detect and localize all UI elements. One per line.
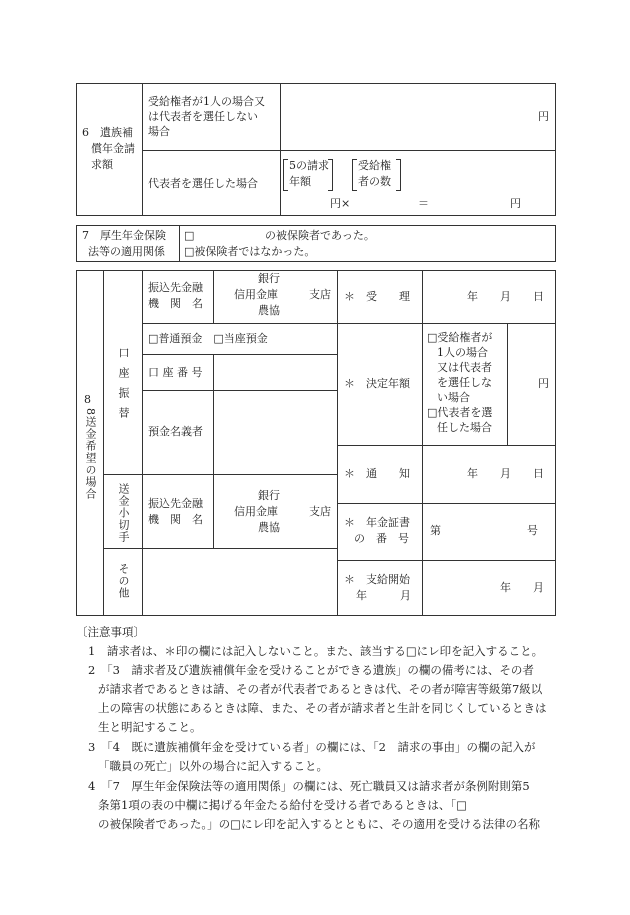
note-line: の被保険者であった。」の□にレ印を記入するとともに、その適用を受ける法律の名称 xyxy=(98,817,540,831)
note-line: 上の障害の状態にあるときは障、また、その者が請求者と生計を同じくしているときは xyxy=(98,701,547,715)
decision-option-3: 又は代表者 xyxy=(437,361,492,374)
bank2-label-1: 振込先金融 xyxy=(148,497,203,510)
branch-label: 支店 xyxy=(309,288,331,301)
sec7-option1-text: の被保険者であった。 xyxy=(265,229,375,242)
sec6-row1-label-1: 受給権者が1人の場合又 xyxy=(148,95,265,108)
cert-number-prefix: 第 xyxy=(430,524,441,537)
bank2-type-3: 農協 xyxy=(258,521,280,534)
sec6-label-3: 求額 xyxy=(91,158,113,171)
branch2-label: 支店 xyxy=(309,505,331,518)
sec7-option2[interactable]: □被保険者ではなかった。 xyxy=(184,245,316,258)
sec6-row1-label-2: は代表者を選任しない xyxy=(148,110,258,123)
note-line: 4 「7 厚生年金保険法等の適用関係」の欄には、死亡職員又は請求者が条例附則第5 xyxy=(88,779,530,793)
decision-option-2: 1人の場合 xyxy=(437,346,488,359)
bank2-type-2: 信用金庫 xyxy=(234,505,278,518)
bank-type-2: 信用金庫 xyxy=(234,288,278,301)
transfer-label: 口座振替 xyxy=(117,347,130,427)
start-date: 年 月 xyxy=(500,581,544,594)
bracket-right-1 xyxy=(328,159,333,191)
sec6-equals: ＝ xyxy=(418,197,429,210)
receipt-date: 年 月 日 xyxy=(467,290,544,303)
account-number-label: 口 座 番 号 xyxy=(148,366,203,379)
decision-yen: 円 xyxy=(538,377,549,390)
bank-type-3: 農協 xyxy=(258,304,280,317)
notes-heading: 〔注意事項〕 xyxy=(76,625,145,639)
sec7-label-2: 法等の適用関係 xyxy=(88,245,165,258)
note-line: が請求者であるときは請、その者が代表者であるときは代、その者が障害等級第7級以 xyxy=(98,682,543,696)
bank-label-1: 振込先金融 xyxy=(148,281,203,294)
note-line: 「職員の死亡」以外の場合に記入すること。 xyxy=(98,759,328,773)
check-label: 送金小切手 xyxy=(117,483,130,543)
section8-frame xyxy=(76,270,556,616)
note-line: 3 「4 既に遺族補償年金を受けている者」の欄には、「2 請求の事由」の欄の記入が xyxy=(88,740,536,754)
receipt-label: ＊ 受 理 xyxy=(344,290,410,303)
bank2-type-1: 銀行 xyxy=(258,489,280,502)
sec6-formula-1a: 5の請求 xyxy=(289,159,329,172)
cert-label-2: の 番 号 xyxy=(354,532,409,545)
sec6-row1-label-3: 場合 xyxy=(148,125,170,138)
bracket-left-1 xyxy=(283,159,288,191)
note-line: 1 請求者は、＊印の欄には記入しないこと。また、該当する□にレ印を記入すること。 xyxy=(88,644,544,658)
notice-date: 年 月 日 xyxy=(467,467,544,480)
note-line: 生と明記すること。 xyxy=(98,720,202,734)
start-label-2: 年 月 xyxy=(356,589,411,602)
sec6-times: 円× xyxy=(330,197,351,210)
decision-option-7: 任した場合 xyxy=(437,421,492,434)
bracket-left-2 xyxy=(352,159,357,191)
decision-option-5: い場合 xyxy=(437,391,470,404)
sec6-label-2: 償年金請 xyxy=(91,142,135,155)
other-label: その他 xyxy=(117,563,130,599)
bank-label-2: 機 関 名 xyxy=(148,297,203,310)
decision-option-4: を選任しな xyxy=(437,376,492,389)
sec8-number: 8 xyxy=(84,393,91,406)
sec6-formula-1b: 年額 xyxy=(289,175,311,188)
note-line: 2 「3 請求者及び遺族補償年金を受けることができる遺族」の欄の備考には、その者 xyxy=(88,663,534,677)
account-holder-label: 預金名義者 xyxy=(148,425,203,438)
sec6-formula-2a: 受給権 xyxy=(358,159,391,172)
decision-label: ＊ 決定年額 xyxy=(344,377,410,390)
sec6-formula-2b: 者の数 xyxy=(358,175,391,188)
sec8-label: 8送金希望の場合 xyxy=(84,408,97,500)
note-line: 条第1項の表の中欄に掲げる年金たる給付を受ける者であるときは、「□ xyxy=(98,798,467,812)
decision-option-1[interactable]: □受給権者が xyxy=(427,331,493,344)
sec7-label-1: 7 厚生年金保険 xyxy=(82,229,166,242)
cert-label-1: ＊ 年金証書 xyxy=(344,516,410,529)
sec6-label-1: 6 遺族補 xyxy=(82,126,133,139)
sec6-row1-yen: 円 xyxy=(538,110,549,123)
bracket-right-2 xyxy=(396,159,401,191)
sec7-option1-box[interactable]: □ xyxy=(184,229,195,242)
bank-type-1: 銀行 xyxy=(258,272,280,285)
decision-option-6[interactable]: □代表者を選 xyxy=(427,406,493,419)
start-label-1: ＊ 支給開始 xyxy=(344,573,410,586)
bank2-label-2: 機 関 名 xyxy=(148,513,203,526)
account-type-options[interactable]: □普通預金 □当座預金 xyxy=(148,332,268,345)
sec6-yen2: 円 xyxy=(510,197,521,210)
cert-number-suffix: 号 xyxy=(527,524,538,537)
sec6-row2-label: 代表者を選任した場合 xyxy=(148,177,258,190)
notice-label: ＊ 通 知 xyxy=(344,467,410,480)
